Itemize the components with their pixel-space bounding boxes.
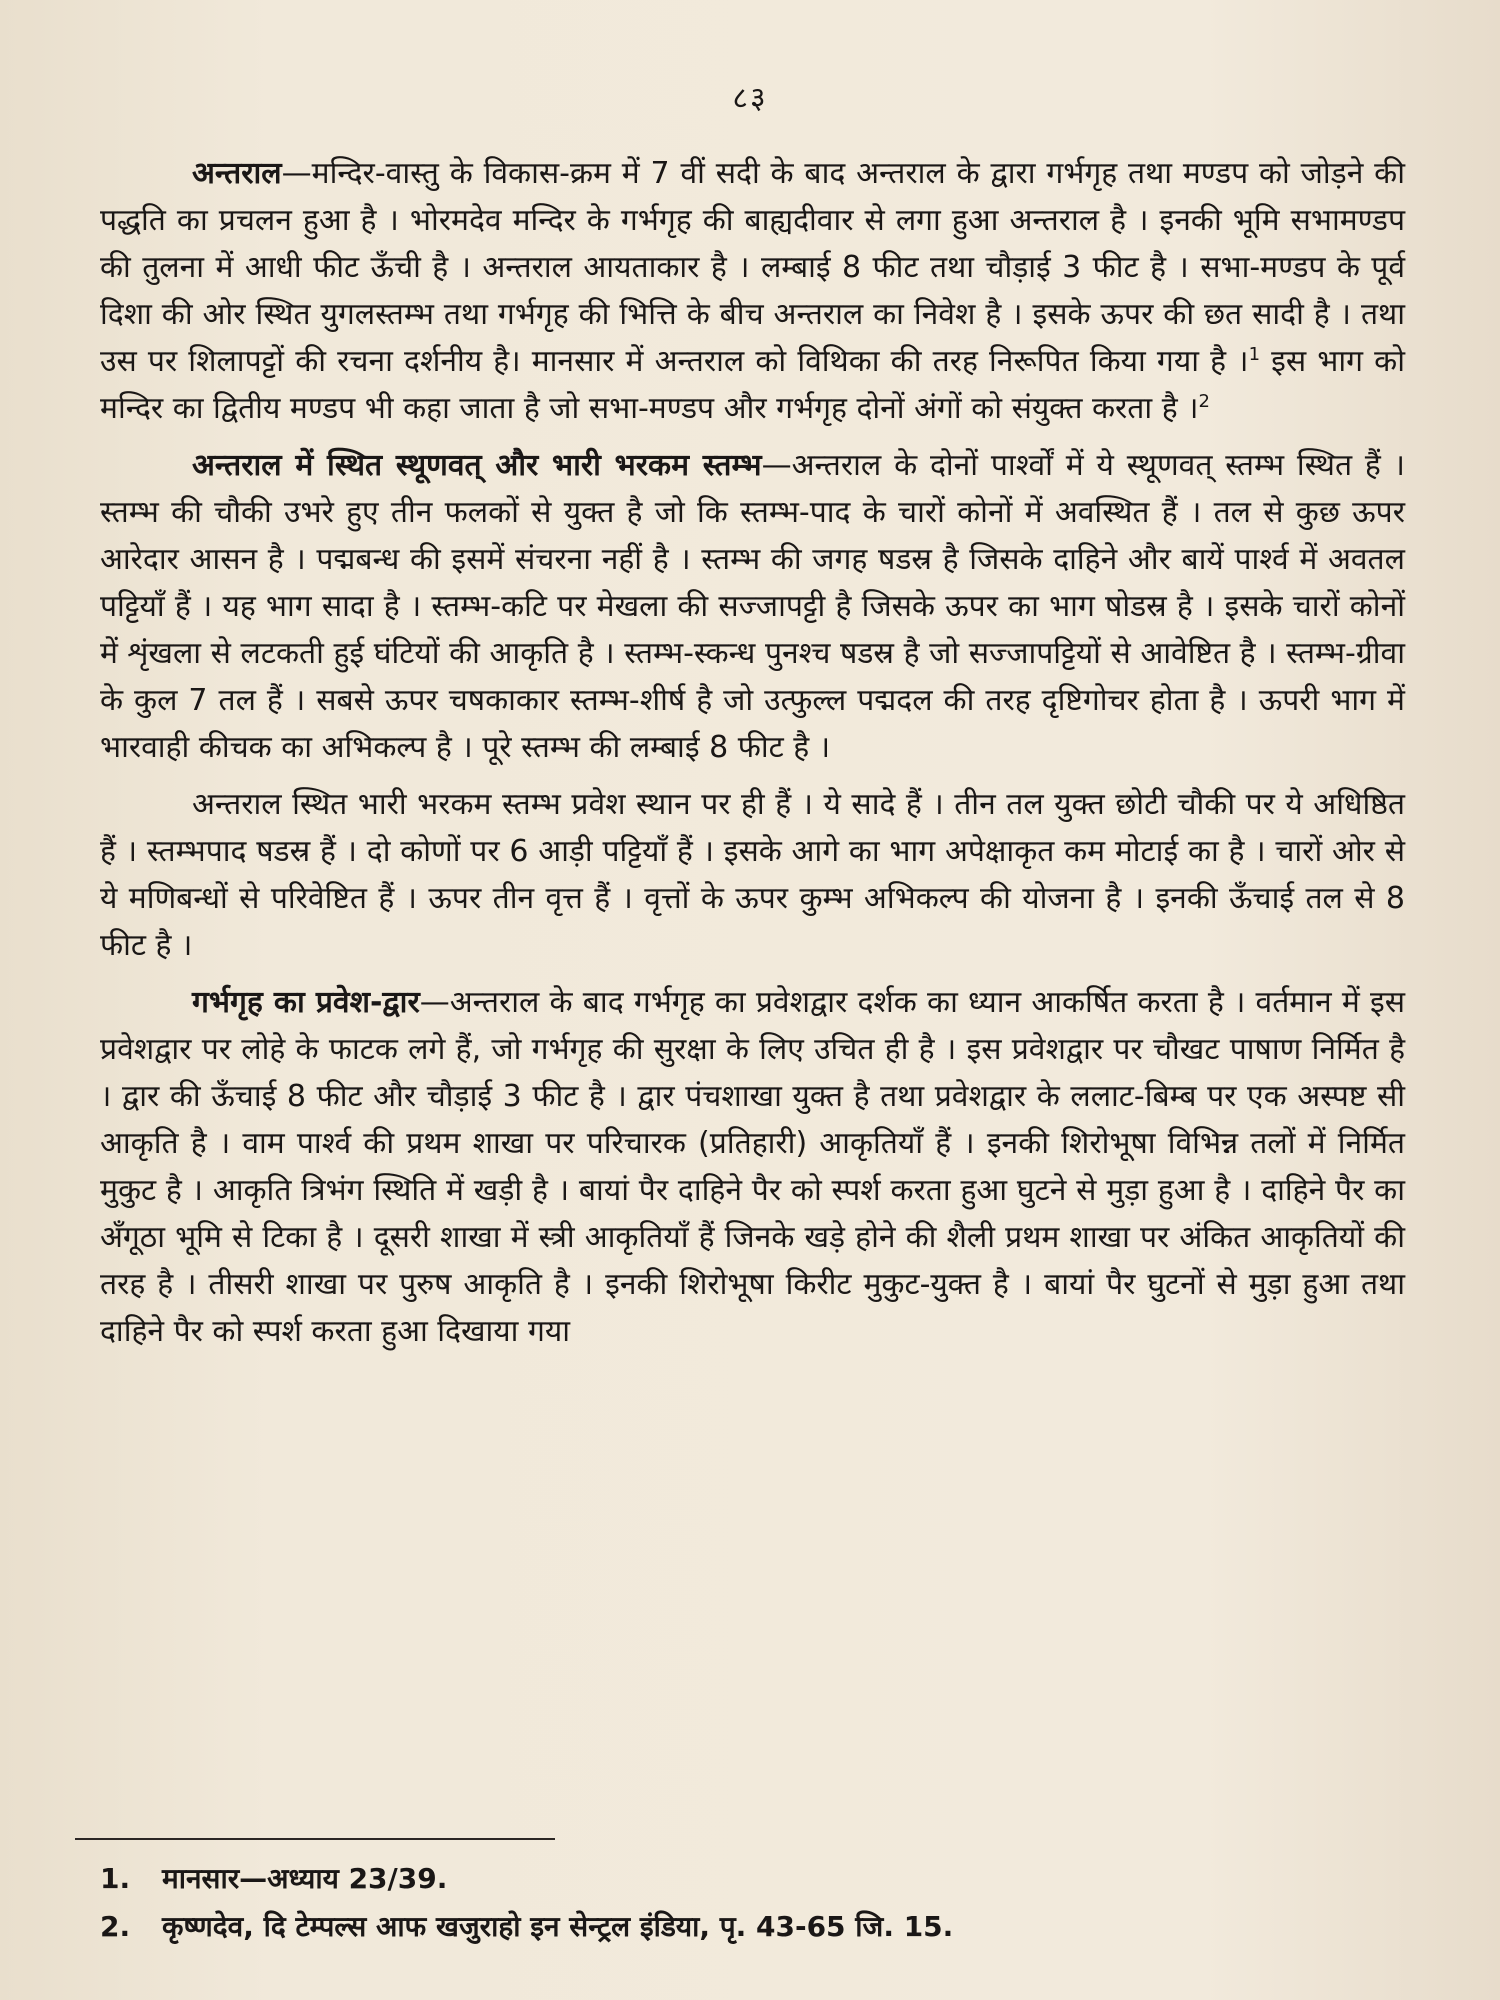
footnotes — [100, 1855, 1400, 1951]
heading-antaral: अन्तराल — [192, 156, 282, 191]
paragraph-text: —मन्दिर-वास्तु के विकास-क्रम में 7 वीं सदी के बाद अन्तराल के द्वारा गर्भगृह तथा मण्डप को जोड़ने की पद्धति का प्रचलन हुआ है । भोरमदेव मन्दिर के गर्भगृह की बाह्यदीवार से लगा हुआ अन्तराल है । इनकी भूमि सभामण्डप की तुलना में आधी फीट ऊँची है । अन्तराल आयताकार है । लम्बाई 8 फीट तथा चौड़ाई 3 फीट है । सभा-मण्डप के पूर्व दिशा की ओर स्थित युगलस्तम्भ तथा गर्भगृह की भित्ति के बीच अन्तराल का निवेश है । इसके ऊपर की छत सादी है । तथा उस पर शिलापट्टों की रचना दर्शनीय है। मानसार में अन्तराल को विथिका की तरह निरूपित किया गया है । — [100, 156, 1405, 379]
footnote-2 — [100, 1903, 1400, 1951]
footnote-divider — [75, 1838, 555, 1840]
footnote-number: 1. — [100, 1862, 131, 1895]
footnote-text: कृष्णदेव, दि टेम्पल्स आफ खजुराहो इन सेन्ट्रल इंडिया, पृ. 43-65 जि. 15. — [162, 1910, 954, 1943]
paragraph-text: इस भाग को मन्दिर का द्वितीय मण्डप भी कहा जाता है जो सभा-मण्डप और गर्भगृह दोनों अंगों को संयुक्त करता है । — [100, 344, 1405, 426]
heading-pillars: अन्तराल में स्थित स्थूणवत् और भारी भरकम स्तम्भ — [192, 448, 762, 483]
page-number: ८३ — [732, 81, 768, 116]
footnote-ref-2: 2 — [1198, 391, 1210, 412]
paragraph-pillars — [100, 442, 1405, 771]
footnote-text: मानसार—अध्याय 23/39. — [162, 1862, 448, 1895]
paragraph-antaral — [100, 150, 1405, 432]
paragraph-entrance — [100, 979, 1405, 1355]
paragraph-text: —अन्तराल के दोनों पार्श्वों में ये स्थूणवत् स्तम्भ स्थित हैं । स्तम्भ की चौकी उभरे हुए तीन फलकों से युक्त है जो कि स्तम्भ-पाद के चारों कोनों में अवस्थित हैं । तल से कुछ ऊपर आरेदार आसन है । पद्मबन्ध की इसमें संचरना नहीं है । स्तम्भ की जगह षडस्र है जिसके दाहिने और बायें पार्श्व में अवतल पट्टियाँ हैं । यह भाग सादा है । स्तम्भ-कटि पर मेखला की सज्जापट्टी है जिसके ऊपर का भाग षोडस्र है । इसके चारों कोनों में शृंखला से लटकती हुई घंटियों की आकृति है । स्तम्भ-स्कन्ध पुनश्च षडस्र है जो सज्जापट्टियों से आवेष्टित है । स्तम्भ-ग्रीवा के कुल 7 तल हैं । सबसे ऊपर चषकाकार स्तम्भ-शीर्ष है जो उत्फुल्ल पद्मदल की तरह दृष्टिगोचर होता है । ऊपरी भाग में भारवाही कीचक का अभिकल्प है । पूरे स्तम्भ की लम्बाई 8 फीट है । — [100, 448, 1405, 765]
footnote-number: 2. — [100, 1910, 131, 1943]
body-text — [100, 150, 1405, 1365]
footnote-ref-1: 1 — [1248, 344, 1261, 365]
paragraph-text: अन्तराल स्थित भारी भरकम स्तम्भ प्रवेश स्थान पर ही हैं । ये सादे हैं । तीन तल युक्त छोटी चौकी पर ये अधिष्ठित हैं । स्तम्भपाद षडस्र हैं । दो कोणों पर 6 आड़ी पट्टियाँ हैं । इसके आगे का भाग अपेक्षाकृत कम मोटाई का है । चारों ओर से ये मणिबन्धों से परिवेष्टित हैं । ऊपर तीन वृत्त हैं । वृत्तों के ऊपर कुम्भ अभिकल्प की योजना है । इनकी ऊँचाई तल से 8 फीट है । — [100, 787, 1405, 963]
paragraph-text: —अन्तराल के बाद गर्भगृह का प्रवेशद्वार दर्शक का ध्यान आकर्षित करता है । वर्तमान में इस प्रवेशद्वार पर लोहे के फाटक लगे हैं, जो गर्भगृह की सुरक्षा के लिए उचित ही है । इस प्रवेशद्वार पर चौखट पाषाण निर्मित है । द्वार की ऊँचाई 8 फीट और चौड़ाई 3 फीट है । द्वार पंचशाखा युक्त है तथा प्रवेशद्वार के ललाट-बिम्ब पर एक अस्पष्ट सी आकृति है । वाम पार्श्व की प्रथम शाखा पर परिचारक (प्रतिहारी) आकृतियाँ हैं । इनकी शिरोभूषा विभिन्न तलों में निर्मित मुकुट है । आकृति त्रिभंग स्थिति में खड़ी है । बायां पैर दाहिने पैर को स्पर्श करता हुआ घुटने से मुड़ा हुआ है । दाहिने पैर का अँगूठा भूमि से टिका है । दूसरी शाखा में स्त्री आकृतियाँ हैं जिनके खड़े होने की शैली प्रथम शाखा पर अंकित आकृतियों की तरह है । तीसरी शाखा पर पुरुष आकृति है । इनकी शिरोभूषा किरीट मुकुट-युक्त है । बायां पैर घुटनों से मुड़ा हुआ तथा दाहिने पैर को स्पर्श करता हुआ दिखाया गया — [100, 985, 1405, 1349]
heading-entrance: गर्भगृह का प्रवेश-द्वार — [192, 985, 420, 1020]
footnote-1 — [100, 1855, 1400, 1903]
paragraph-heavy-pillars — [100, 781, 1405, 969]
